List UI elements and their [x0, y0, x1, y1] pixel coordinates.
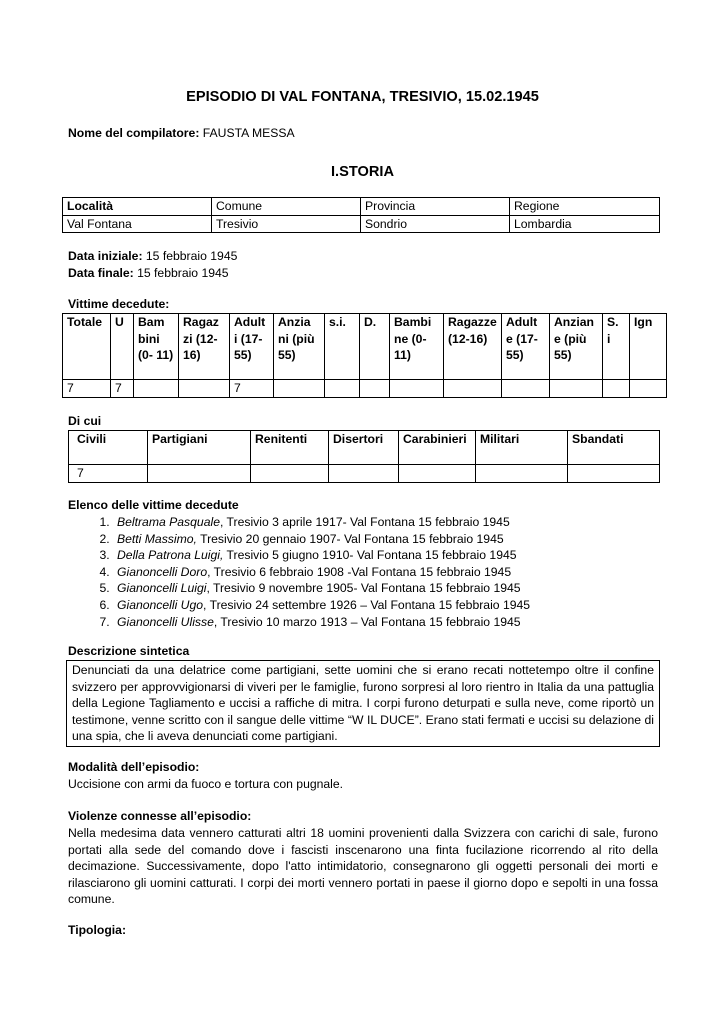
victims-table-label: Vittime decedute: [68, 297, 170, 311]
victims-value-cell: 7 [111, 380, 134, 398]
victim-name: Beltrama Pasquale [117, 515, 220, 529]
victims-header-cell: S. i [603, 314, 630, 380]
start-date-value: 15 febbraio 1945 [145, 249, 238, 263]
victims-value-cell [325, 380, 360, 398]
of-which-header-cell: Renitenti [251, 431, 329, 465]
victim-details: Tresivio 20 gennaio 1907- Val Fontana 15 febbraio 1945 [196, 531, 504, 546]
compiler-line [68, 125, 295, 142]
victims-header-row [63, 314, 667, 380]
dates-block [68, 248, 237, 281]
location-value-cell: Lombardia [510, 215, 660, 233]
victims-value-cell [444, 380, 502, 398]
of-which-value-cell [329, 465, 399, 483]
of-which-header-cell: Civili [69, 431, 148, 465]
modality-text: Uccisione con armi da fuoco e tortura con pugnale. [68, 777, 344, 791]
victims-table [62, 313, 667, 398]
list-item [113, 514, 713, 531]
victim-name: Gianoncelli Luigi [117, 581, 207, 596]
modality-heading: Modalità dell’episodio: [68, 760, 200, 774]
victims-value-cell [502, 380, 550, 398]
victims-value-cell: 7 [63, 380, 111, 398]
victim-details: , Tresivio 3 aprile 1917- Val Fontana 15 febbraio 1945 [219, 515, 510, 529]
of-which-header-row [69, 431, 660, 465]
of-which-header-cell: Sbandati [568, 431, 660, 465]
victim-name: Betti Massimo, [117, 531, 197, 546]
location-value-cell: Val Fontana [63, 215, 212, 233]
list-item [113, 547, 713, 564]
of-which-header-cell: Partigiani [148, 431, 251, 465]
victim-name: Gianoncelli Doro [117, 564, 208, 579]
location-header-cell: Località [63, 198, 212, 216]
victims-value-cell [274, 380, 325, 398]
end-date [68, 265, 237, 282]
violence-text: Nella medesima data vennero catturati altri 18 uomini provenienti dalla Svizzera con carichi di sale, furono portati alla sede del comando dove i fascisti inscenarono una finta fucilazione ricorrendo al rito della decimazione. Successivamente, dopo l'atto intimidatorio, consegnarono gli oggetti personali dei morti e rilasciarono gli uomini catturati. I corpi dei morti vennero portati in paese il giorno dopo e sepolti in una fossa comune. [68, 826, 658, 907]
summary-box: Denunciati da una delatrice come partigiani, sette uomini che si erano recati nottetempo oltre il confine svizzero per approvvigionarsi di viveri per le famiglie, furono sorpresi al loro rientro in Italia da una pattuglia della Legione Tagliamento e uccisi a raffiche di mitra. I corpi furono deturpati e sulla neve, come riportò un testimone, venne scritto con il sangue delle vittime “W IL DUCE”. Erano stati fermati e uccisi su delazione di una spia, che li aveva denunciati come partigiani. [66, 660, 660, 747]
victim-details: , Tresivio 6 febbraio 1908 -Val Fontana 15 febbraio 1945 [207, 564, 512, 579]
victims-value-cell [390, 380, 444, 398]
victims-value-cell [603, 380, 630, 398]
victim-details: , Tresivio 24 settembre 1926 – Val Fontana 15 febbraio 1945 [203, 597, 531, 612]
list-item [113, 597, 713, 614]
of-which-value-row [69, 465, 660, 483]
of-which-value-cell [568, 465, 660, 483]
of-which-header-cell: Militari [476, 431, 568, 465]
victims-value-cell [630, 380, 667, 398]
of-which-value-cell [476, 465, 568, 483]
of-which-value-cell: 7 [69, 465, 148, 483]
victims-value-cell [360, 380, 390, 398]
victims-header-cell: Ragazze (12-16) [444, 314, 502, 380]
victim-details: , Tresivio 10 marzo 1913 – Val Fontana 15 febbraio 1945 [213, 614, 521, 629]
end-date-label: Data finale: [68, 265, 134, 280]
compiler-label: Nome del compilatore: [68, 126, 200, 140]
violence-heading: Violenze connesse all’episodio: [68, 809, 252, 823]
of-which-value-cell [399, 465, 476, 483]
location-value-row [63, 215, 660, 233]
victims-header-cell: D. [360, 314, 390, 380]
of-which-header-cell: Disertori [329, 431, 399, 465]
victims-header-cell: Ragaz zi (12- 16) [179, 314, 230, 380]
victims-header-cell: U [111, 314, 134, 380]
typology-heading: Tipologia: [68, 923, 126, 937]
victims-value-cell: 7 [230, 380, 274, 398]
document-title: EPISODIO DI VAL FONTANA, TRESIVIO, 15.02.1945 [186, 89, 539, 105]
list-item [113, 614, 713, 631]
victims-value-cell [134, 380, 179, 398]
of-which-value-cell [251, 465, 329, 483]
start-date [68, 248, 237, 265]
victims-header-cell: Adult i (17- 55) [230, 314, 274, 380]
victims-value-cell [550, 380, 603, 398]
list-item [113, 531, 713, 548]
victims-header-cell: Bambi ne (0- 11) [390, 314, 444, 380]
compiler-value: FAUSTA MESSA [202, 126, 295, 140]
victims-value-cell [179, 380, 230, 398]
location-header-cell: Provincia [361, 198, 510, 216]
location-table [62, 197, 660, 233]
victim-details: Tresivio 5 giugno 1910- Val Fontana 15 febbraio 1945 [223, 548, 517, 563]
end-date-value: 15 febbraio 1945 [137, 265, 229, 280]
victim-name: Gianoncelli Ulisse [117, 614, 214, 629]
victims-header-cell: s.i. [325, 314, 360, 380]
victims-header-cell: Bam bini (0- 11) [134, 314, 179, 380]
list-item [113, 564, 713, 581]
victims-header-cell: Anzia ni (più 55) [274, 314, 325, 380]
location-header-row [63, 198, 660, 216]
victim-name: Della Patrona Luigi, [117, 548, 224, 563]
location-value-cell: Tresivio [212, 215, 361, 233]
victims-list-heading: Elenco delle vittime decedute [68, 498, 239, 512]
of-which-table [68, 430, 660, 483]
location-value-cell: Sondrio [361, 215, 510, 233]
victims-list [68, 514, 713, 630]
list-item [113, 580, 713, 597]
victims-header-cell: Ign [630, 314, 667, 380]
location-header-cell: Regione [510, 198, 660, 216]
victims-header-cell: Anzian e (più 55) [550, 314, 603, 380]
start-date-label: Data iniziale: [68, 249, 143, 263]
summary-heading: Descrizione sintetica [68, 644, 190, 658]
location-header-cell: Comune [212, 198, 361, 216]
victim-name: Gianoncelli Ugo [117, 597, 204, 612]
victims-header-cell: Totale [63, 314, 111, 380]
section-heading: I.STORIA [331, 164, 394, 180]
victim-details: , Tresivio 9 novembre 1905- Val Fontana 15 febbraio 1945 [206, 581, 521, 596]
of-which-value-cell [148, 465, 251, 483]
of-which-header-cell: Carabinieri [399, 431, 476, 465]
victims-value-row [63, 380, 667, 398]
victims-header-cell: Adult e (17- 55) [502, 314, 550, 380]
of-which-label: Di cui [68, 414, 102, 428]
